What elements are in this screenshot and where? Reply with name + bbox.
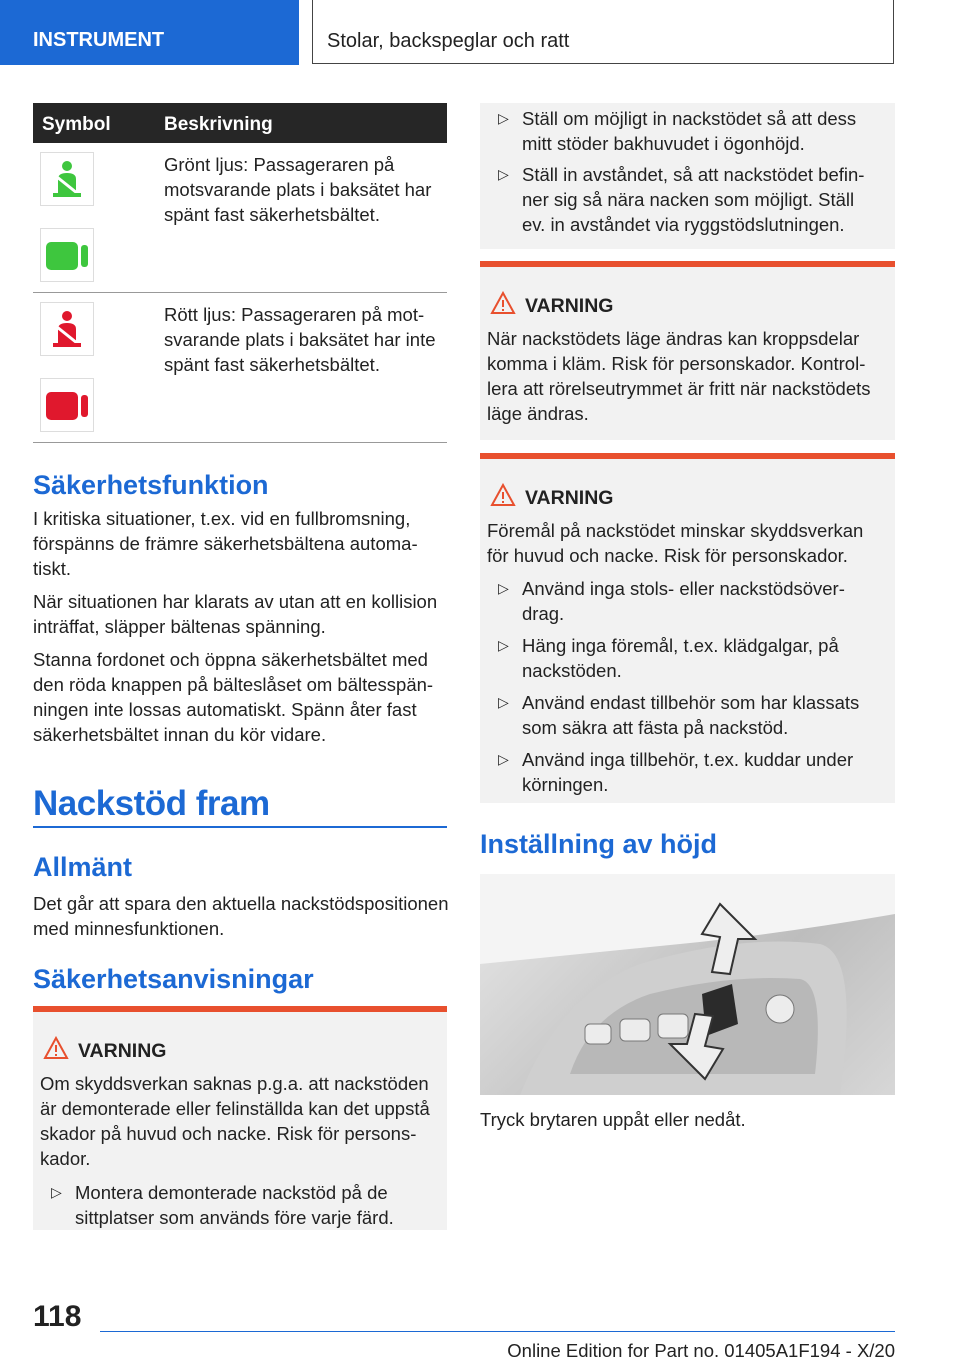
section-label: INSTRUMENT	[33, 29, 165, 51]
list-item-text: Ställ om möjligt in nackstödet så att dess mitt stöder bakhuvudet i ögonhöjd.	[522, 108, 857, 154]
general-heading: Allmänt	[33, 852, 133, 882]
row-red-description: Rött ljus: Passageraren på motsvarande plats i baksätet har inte spänt fast säkerhetsbältet.	[164, 304, 436, 375]
bullet-icon: ▷	[498, 637, 509, 653]
page-title: Nackstöd fram	[33, 784, 270, 823]
bullet-icon: ▷	[498, 580, 509, 596]
warning-text: Om skyddsverkan saknas p.g.a. att nackstöden är demonterade eller felinställda kan det uppstå skador på huvud och nacke. Risk för personskador.	[40, 1073, 430, 1169]
warning-label: VARNING	[525, 487, 614, 509]
seatbelt-green-icon	[40, 152, 94, 206]
warning-box	[480, 453, 895, 803]
row-divider	[33, 442, 447, 443]
instruction-box	[480, 103, 895, 249]
warning-text: När nackstödets läge ändras kan kroppsdelar komma i kläm. Risk för personskador. Kontrollera att rörelseutrymmet är fritt när nackstödets läge ändras.	[487, 328, 871, 424]
bullet-icon: ▷	[498, 694, 509, 710]
bullet-icon: ▷	[51, 1184, 62, 1200]
footer-rule	[100, 1331, 895, 1332]
figure-caption: Tryck brytaren uppåt eller nedåt.	[480, 1109, 746, 1130]
warning-box	[33, 1006, 447, 1230]
warning-icon	[490, 483, 516, 507]
page-number: 118	[33, 1300, 82, 1333]
list-item-text: Häng inga föremål, t.ex. klädgalgar, på nackstöden.	[522, 635, 839, 681]
list-item-text: Använd inga tillbehör, t.ex. kuddar under körningen.	[522, 749, 854, 795]
bullet-icon: ▷	[498, 166, 509, 182]
paragraph: Stanna fordonet och öppna säkerhetsbältet med den röda knappen på bälteslåset om bältesspänningen inte lossas automatiskt. Spänn åter fast säkerhetsbältet innan du kör vidare.	[33, 649, 434, 745]
chapter-label: Stolar, backspeglar och ratt	[327, 30, 570, 52]
chapter-tab	[312, 0, 894, 64]
seat-indicator-red-icon	[40, 378, 94, 432]
list-item	[498, 576, 877, 626]
section-tab	[0, 0, 299, 65]
column-header-symbol: Symbol	[42, 114, 111, 135]
list-item-text: Använd inga stols- eller nackstödsöverdrag.	[522, 578, 845, 624]
paragraph: Det går att spara den aktuella nackstödspositionen med minnesfunktionen.	[33, 893, 449, 939]
bullet-icon: ▷	[498, 751, 509, 767]
safety-heading: Säkerhetsanvisningar	[33, 964, 314, 994]
safety-function-heading: Säkerhetsfunktion	[33, 470, 269, 500]
paragraph: När situationen har klarats av utan att en kollision inträffat, släpper bältenas spänning.	[33, 591, 438, 637]
list-item	[498, 162, 877, 237]
list-item	[498, 106, 877, 156]
warning-icon	[43, 1036, 69, 1060]
height-heading: Inställning av höjd	[480, 829, 718, 859]
list-item	[51, 1180, 435, 1230]
column-header-description: Beskrivning	[164, 114, 273, 135]
edition-note: Online Edition for Part no. 01405A1F194 - X/20	[507, 1340, 895, 1361]
seatbelt-red-icon	[40, 302, 94, 356]
list-item	[498, 747, 877, 797]
seat-switch-photo	[480, 874, 895, 1095]
warning-label: VARNING	[525, 295, 614, 317]
warning-box	[480, 261, 895, 440]
row-divider	[33, 292, 447, 293]
table-header	[33, 103, 447, 143]
seat-indicator-green-icon	[40, 228, 94, 282]
list-item-text: Montera demonterade nackstöd på de sittplatser som används före varje färd.	[75, 1182, 394, 1228]
list-item-text: Ställ in avståndet, så att nackstödet befinner sig så nära nacken som möjligt. Ställ ev. in avståndet via ryggstödslutningen.	[522, 164, 865, 235]
bullet-icon: ▷	[498, 110, 509, 126]
warning-text: Föremål på nackstödet minskar skyddsverkan för huvud och nacke. Risk för personskador.	[487, 520, 864, 566]
warning-label: VARNING	[78, 1040, 167, 1062]
list-item	[498, 633, 877, 683]
row-green-description: Grönt ljus: Passageraren på motsvarande plats i baksätet har spänt fast säkerhetsbältet.	[164, 154, 432, 225]
title-rule	[33, 826, 447, 828]
list-item	[498, 690, 877, 740]
list-item-text: Använd endast tillbehör som har klassats som säkra att fästa på nackstöd.	[522, 692, 860, 738]
warning-icon	[490, 291, 516, 315]
paragraph: I kritiska situationer, t.ex. vid en fullbromsning, förspänns de främre säkerhetsbältena automatiskt.	[33, 508, 418, 579]
